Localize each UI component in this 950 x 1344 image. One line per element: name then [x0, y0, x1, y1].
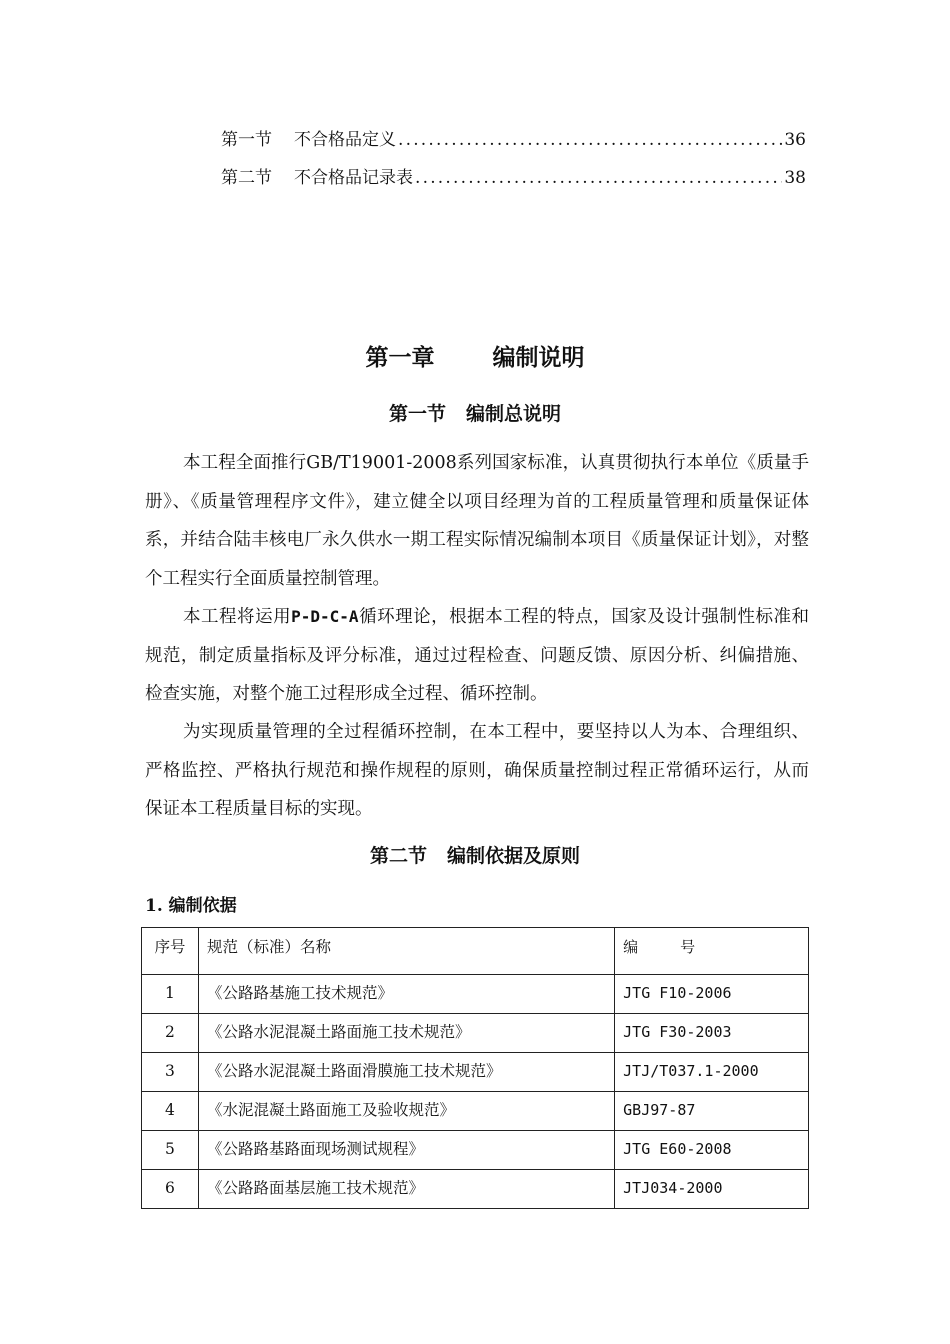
cell-code: JTJ/T037.1-2000 — [615, 1053, 809, 1092]
cell-no: 3 — [142, 1053, 199, 1092]
table-row — [142, 1014, 809, 1053]
cell-name: 《公路水泥混凝土路面滑膜施工技术规范》 — [198, 1053, 614, 1092]
table-row — [142, 1131, 809, 1170]
cell-no: 1 — [142, 975, 199, 1014]
paragraph-1: 本工程全面推行GB/T19001-2008系列国家标准，认真贯彻执行本单位《质量手册》、《质量管理程序文件》，建立健全以项目经理为首的工程质量管理和质量保证体系，并结合陆丰核电厂永久供水一期工程实际情况编制本项目《质量保证计划》，对整个工程实行全面质量控制管理。 — [145, 453, 809, 589]
cell-code: JTG F10-2006 — [615, 975, 809, 1014]
cell-name: 《公路路基路面现场测试规程》 — [198, 1131, 614, 1170]
section-number: 第一节 — [388, 403, 446, 425]
header-code-a: 编 — [623, 938, 639, 956]
cell-name: 《公路路基施工技术规范》 — [198, 975, 614, 1014]
section-heading-1 — [0, 399, 950, 429]
toc-entry-label: 第二节 — [221, 168, 272, 188]
table-row — [142, 1170, 809, 1209]
header-code-b: 号 — [680, 938, 696, 956]
toc-entry-title: 不合格品记录表 — [294, 168, 413, 188]
cell-code: JTG E60-2008 — [615, 1131, 809, 1170]
section-title: 编制总说明 — [466, 403, 562, 425]
table-row — [142, 1053, 809, 1092]
cell-name: 《水泥混凝土路面施工及验收规范》 — [198, 1092, 614, 1131]
toc-entry-title: 不合格品定义 — [294, 130, 396, 150]
cell-name: 《公路水泥混凝土路面施工技术规范》 — [198, 1014, 614, 1053]
standards-table — [141, 927, 809, 1209]
table-row — [142, 1092, 809, 1131]
paragraph-3: 为实现质量管理的全过程循环控制，在本工程中，要坚持以人为本、合理组织、严格监控、严格执行规范和操作规程的原则，确保质量控制过程正常循环运行，从而保证本工程质量目标的实现。 — [145, 722, 809, 820]
toc-leader-dots — [415, 164, 782, 192]
table-of-contents — [221, 126, 806, 202]
toc-entry-page: 36 — [784, 130, 806, 150]
toc-entry[interactable] — [221, 164, 806, 202]
section-title: 编制依据及原则 — [447, 845, 581, 867]
toc-entry[interactable] — [221, 126, 806, 164]
chapter-number: 第一章 — [365, 344, 435, 371]
header-name: 规范（标准）名称 — [198, 928, 614, 975]
chapter-heading — [0, 340, 950, 376]
header-no: 序号 — [142, 928, 199, 975]
cell-no: 2 — [142, 1014, 199, 1053]
subheading-basis: 1. 编制依据 — [145, 896, 237, 916]
cell-no: 4 — [142, 1092, 199, 1131]
paragraph-text: 本工程将运用 — [183, 607, 292, 627]
chapter-title: 编制说明 — [492, 344, 585, 371]
toc-leader-dots — [398, 126, 782, 154]
table-header-row — [142, 928, 809, 975]
paragraph-text: 循环理论，根据本工程的特点，国家及设计强制性标准和规范，制定质量指标及评分标准，通过过程检查、问题反馈、原因分析、纠偏措施、检查实施，对整个施工过程形成全过程、循环控制。 — [145, 607, 809, 705]
pdca-term: P-D-C-A — [291, 607, 359, 626]
cell-code: JTJ034-2000 — [615, 1170, 809, 1209]
cell-no: 5 — [142, 1131, 199, 1170]
header-code — [615, 928, 809, 975]
table-row — [142, 975, 809, 1014]
paragraph-2 — [145, 598, 809, 714]
cell-code: GBJ97-87 — [615, 1092, 809, 1131]
cell-name: 《公路路面基层施工技术规范》 — [198, 1170, 614, 1209]
cell-code: JTG F30-2003 — [615, 1014, 809, 1053]
toc-entry-label: 第一节 — [221, 130, 272, 150]
section-heading-2 — [0, 841, 950, 871]
section-number: 第二节 — [369, 845, 427, 867]
toc-entry-page: 38 — [784, 168, 806, 188]
cell-no: 6 — [142, 1170, 199, 1209]
